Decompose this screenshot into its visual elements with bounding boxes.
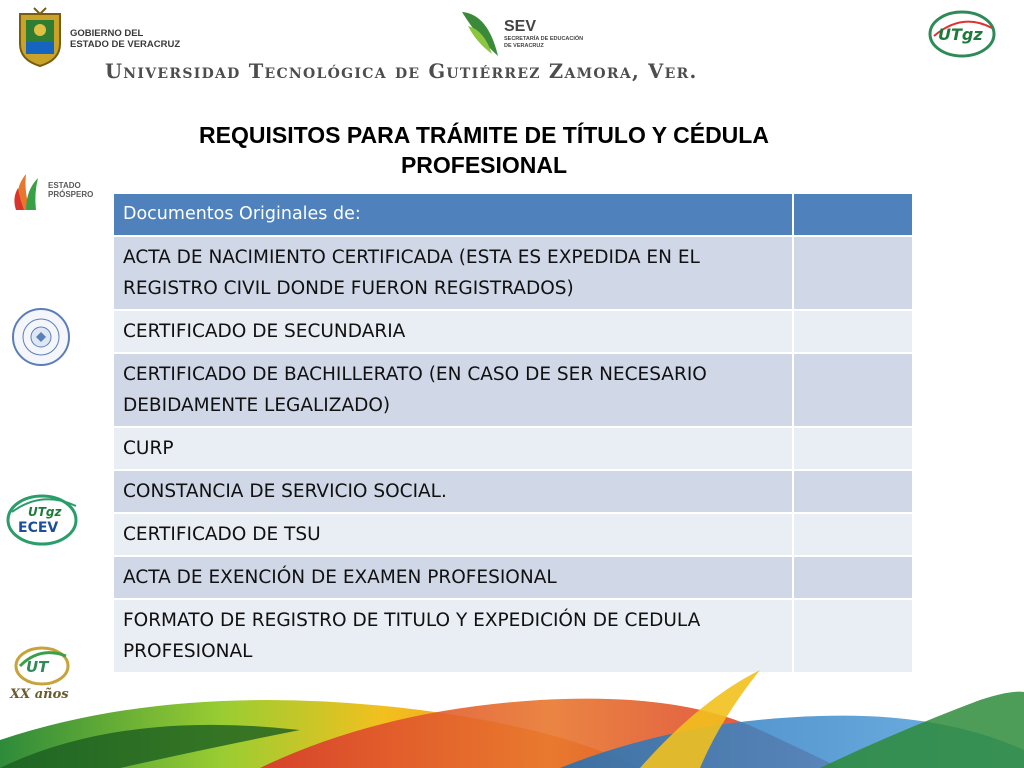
university-name: Universidad Tecnológica de Gutiérrez Zamora, Ver. — [105, 60, 698, 83]
gov-line-2: ESTADO DE VERACRUZ — [70, 39, 181, 50]
table-row — [113, 310, 913, 353]
sev-leaf-logo — [458, 8, 502, 60]
page-title-line-1: REQUISITOS PARA TRÁMITE DE TÍTULO Y CÉDULA — [199, 122, 769, 148]
document-cell: CONSTANCIA DE SERVICIO SOCIAL. — [113, 470, 793, 513]
table-row — [113, 470, 913, 513]
check-cell — [793, 556, 913, 599]
veracruz-coat-of-arms-logo — [14, 6, 66, 68]
estado-prospero-icon — [12, 170, 46, 212]
sev-subtitle — [504, 36, 599, 49]
svg-text:UTgz: UTgz — [28, 505, 62, 519]
page-title — [100, 120, 868, 180]
page-title-line-2: PROFESIONAL — [400, 152, 568, 178]
document-cell: ACTA DE NACIMIENTO CERTIFICADA (ESTA ES EXPEDIDA EN EL REGISTRO CIVIL DONDE FUERON REGISTRADOS) — [113, 236, 793, 310]
document-cell: CERTIFICADO DE TSU — [113, 513, 793, 556]
requirements-table — [112, 192, 914, 674]
header-cell-check — [793, 193, 913, 236]
table-row — [113, 513, 913, 556]
estado-line-2: PRÓSPERO — [48, 190, 94, 199]
check-cell — [793, 513, 913, 556]
sev-title: SEV — [504, 18, 537, 35]
utgz-logo — [926, 6, 996, 58]
check-cell — [793, 310, 913, 353]
sev-subtitle-line-2: DE VERACRUZ — [504, 42, 544, 49]
table-header-row — [113, 193, 913, 236]
document-cell: CERTIFICADO DE BACHILLERATO (EN CASO DE SER NECESARIO DEBIDAMENTE LEGALIZADO) — [113, 353, 793, 427]
check-cell — [793, 427, 913, 470]
estado-line-1: ESTADO — [48, 181, 81, 190]
sev-subtitle-line-1: SECRETARÍA DE EDUCACIÓN — [504, 36, 584, 42]
table-row — [113, 556, 913, 599]
ecev-logo — [4, 490, 80, 548]
table-row — [113, 236, 913, 310]
document-cell: FORMATO DE REGISTRO DE TITULO Y EXPEDICIÓN DE CEDULA PROFESIONAL — [113, 599, 793, 673]
footer-wave-decoration — [0, 640, 1024, 768]
document-cell: CERTIFICADO DE SECUNDARIA — [113, 310, 793, 353]
iso-certification-seal — [8, 306, 74, 368]
ecev-text: ECEV — [18, 520, 59, 536]
svg-text:UT: UT — [26, 658, 49, 676]
estado-prospero-text — [48, 181, 93, 199]
svg-text:UTgz: UTgz — [938, 25, 983, 44]
check-cell — [793, 470, 913, 513]
header-cell-documents: Documentos Originales de: — [113, 193, 793, 236]
table-row — [113, 353, 913, 427]
table-row — [113, 427, 913, 470]
check-cell — [793, 236, 913, 310]
gov-line-1: GOBIERNO DEL — [70, 28, 144, 39]
xx-anos-text: XX años — [10, 687, 69, 702]
check-cell — [793, 353, 913, 427]
document-cell: CURP — [113, 427, 793, 470]
document-cell: ACTA DE EXENCIÓN DE EXAMEN PROFESIONAL — [113, 556, 793, 599]
gov-logo-text — [70, 28, 180, 50]
